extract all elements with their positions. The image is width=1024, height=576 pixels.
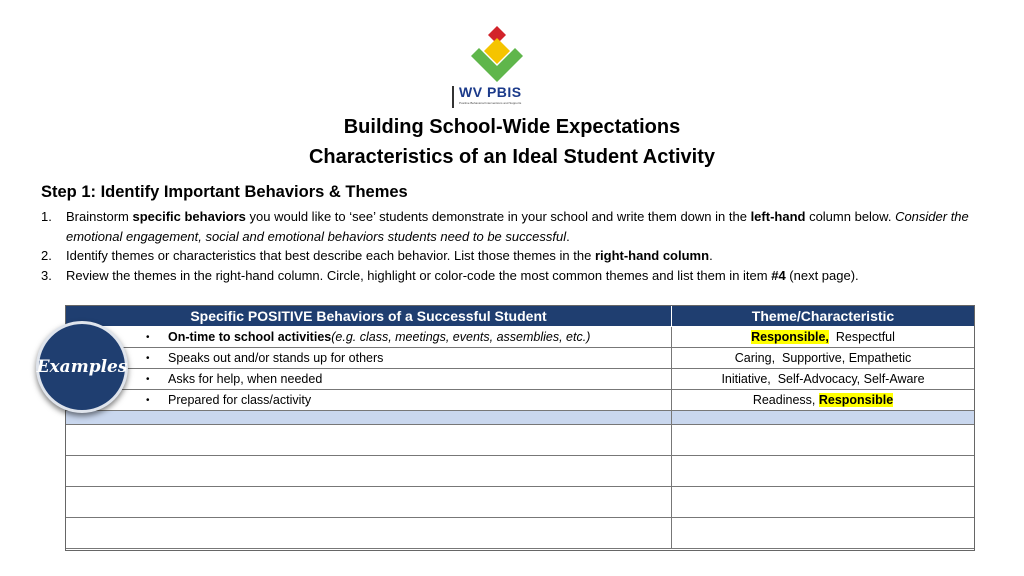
empty-behavior-cell[interactable]: [66, 518, 672, 548]
logo-subtext: Positive Behavioral Interventions and Supports: [459, 101, 522, 105]
step-text-part: .: [709, 248, 713, 263]
table-row: [66, 369, 974, 390]
step-text: [66, 207, 991, 246]
logo-text: WV PBIS: [459, 84, 522, 100]
theme-cell[interactable]: [672, 369, 974, 389]
bullet-icon: •: [146, 373, 150, 385]
title-line-2: Characteristics of an Ideal Student Activity: [308, 146, 716, 168]
theme-cell[interactable]: [672, 348, 974, 368]
bullet-icon: •: [146, 394, 150, 406]
step-item-2: [41, 246, 991, 266]
behavior-text: Prepared for class/activity: [168, 393, 312, 407]
empty-theme-cell[interactable]: [672, 518, 974, 548]
empty-theme-cell[interactable]: [672, 487, 974, 517]
empty-table-row: [66, 518, 974, 549]
separator-row: [66, 411, 974, 425]
step-number: 1.: [41, 209, 52, 224]
theme-text: Respectful: [828, 330, 895, 344]
behavior-text: Asks for help, when needed: [168, 372, 323, 386]
empty-theme-cell[interactable]: [672, 425, 974, 455]
separator-cell: [672, 411, 974, 424]
table-row: [66, 327, 974, 348]
step-text: [66, 266, 991, 286]
empty-theme-cell[interactable]: [672, 456, 974, 486]
behavior-cell[interactable]: [66, 390, 672, 410]
highlighted-theme: Responsible: [818, 393, 894, 407]
table-row: [66, 390, 974, 411]
separator-cell: [66, 411, 672, 424]
step-number: 3.: [41, 267, 52, 283]
examples-badge: [36, 321, 128, 413]
step-text: [66, 246, 991, 266]
highlighted-theme: Responsible,: [751, 330, 829, 344]
behavior-bold-text: On-time to school activities: [168, 330, 332, 344]
empty-table-row: [66, 425, 974, 456]
bullet-icon: •: [146, 331, 150, 343]
table-header-row: [66, 306, 974, 327]
behavior-text: Speaks out and/or stands up for others: [168, 351, 384, 365]
column-header-theme: Theme/Characteristic: [751, 308, 895, 324]
step-text-part: Review the themes in the right-hand column. Circle, highlight or color-code the most common themes and list them in item: [66, 267, 772, 283]
step-text-italic: Consider the emotional engagement, social and emotional behaviors students need to be successful: [66, 209, 969, 244]
step-text-part: column below.: [805, 209, 896, 224]
step-item-1: [41, 207, 991, 246]
empty-behavior-cell[interactable]: [66, 425, 672, 455]
step-text-bold: left-hand: [750, 209, 806, 224]
step-text-part: you would like to ‘see’ students demonstrate in your school and write them down in the: [245, 209, 751, 224]
step-text-part: Identify themes or characteristics that best describe each behavior. List those themes in the: [66, 248, 595, 263]
examples-badge-label: Examples: [36, 357, 128, 377]
step-text-bold: right-hand column: [594, 248, 710, 263]
step-item-3: [41, 266, 991, 286]
wv-pbis-logo: [452, 26, 542, 108]
step-1-heading: Step 1: Identify Important Behaviors & Themes: [41, 183, 408, 201]
theme-text: Initiative, Self-Advocacy, Self-Aware: [721, 372, 925, 386]
behaviors-table: [65, 305, 975, 551]
page-title: [0, 112, 1024, 172]
behavior-cell[interactable]: [66, 348, 672, 368]
theme-cell[interactable]: [672, 390, 974, 410]
title-line-1: Building School-Wide Expectations: [343, 116, 681, 138]
table-row: [66, 348, 974, 369]
step-text-part: .: [566, 228, 570, 244]
bullet-icon: •: [146, 352, 150, 364]
empty-table-row: [66, 487, 974, 518]
empty-table-row: [66, 456, 974, 487]
empty-behavior-cell[interactable]: [66, 456, 672, 486]
logo-divider: [452, 86, 454, 108]
behavior-cell[interactable]: [66, 327, 672, 347]
behavior-italic-text: (e.g. class, meetings, events, assemblies, etc.): [331, 330, 591, 344]
step-text-part: Brainstorm: [66, 209, 133, 224]
step-number: 2.: [41, 248, 52, 263]
behavior-cell[interactable]: [66, 369, 672, 389]
theme-cell[interactable]: [672, 327, 974, 347]
diamond-logo-icon: [462, 26, 532, 84]
step-1-list: [41, 207, 991, 285]
step-text-part: (next page).: [785, 267, 859, 283]
step-text-bold: specific behaviors: [132, 209, 246, 224]
column-header-behaviors: Specific POSITIVE Behaviors of a Successful Student: [66, 306, 672, 326]
step-text-bold: #4: [771, 267, 786, 283]
theme-text: Caring, Supportive, Empathetic: [734, 351, 912, 365]
theme-text: Readiness,: [752, 393, 819, 407]
empty-behavior-cell[interactable]: [66, 487, 672, 517]
